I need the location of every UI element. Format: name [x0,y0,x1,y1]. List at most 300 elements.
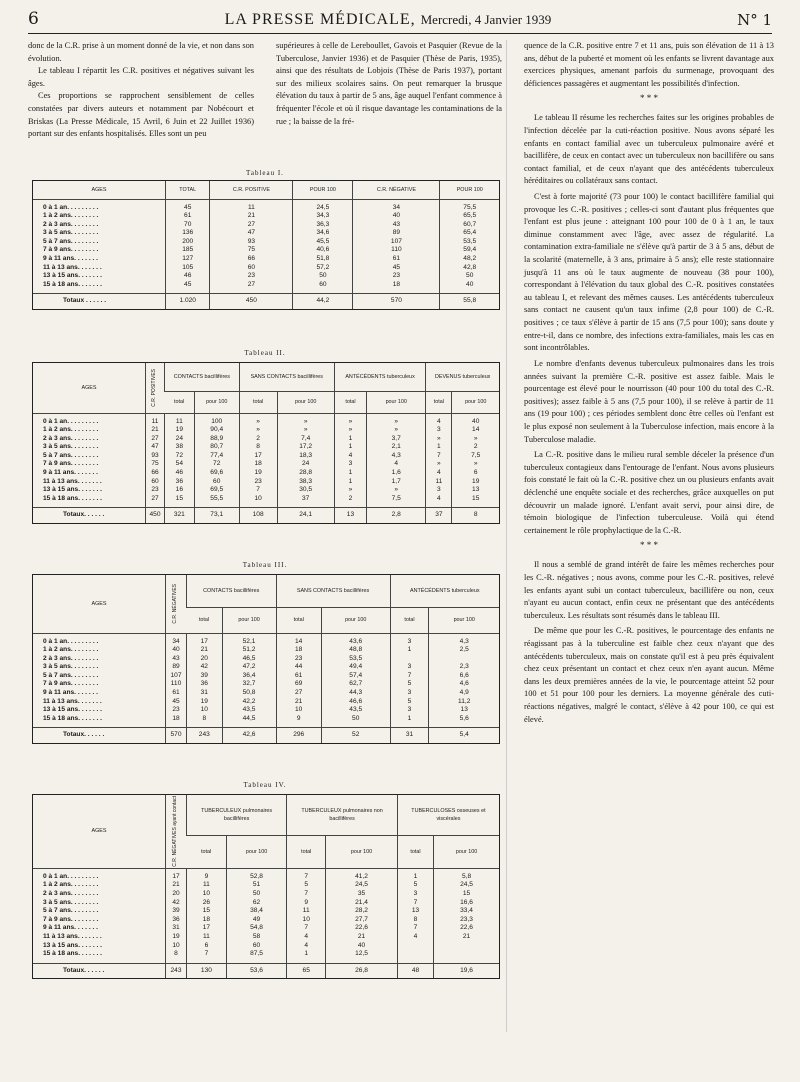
value-cell: 4 [287,933,326,942]
value-cell: 36,3 [293,221,353,230]
value-cell [429,655,499,664]
value-cell: 1 [390,715,429,728]
group-header: TUBERCULEUX pulmonaires bacillifères [187,795,287,835]
value-cell: 50 [293,272,353,281]
total-cell: 48 [397,963,433,978]
value-cell: 55,5 [194,495,239,508]
value-cell: 61 [276,672,321,681]
total-cell: 55,8 [440,294,499,309]
value-cell: 110 [166,680,187,689]
value-cell: 23 [210,272,293,281]
table-1-body [33,199,499,309]
value-cell: 6 [187,942,227,951]
value-cell: 11 [426,478,452,487]
sub-header: total [397,835,433,868]
col-header [166,795,187,868]
total-cell: 37 [426,508,452,523]
table-3-body [33,633,499,743]
table-row [33,478,499,487]
value-cell: 19 [452,478,499,487]
table-row [33,663,499,672]
value-cell: 69,5 [194,486,239,495]
value-cell: 1 [334,478,366,487]
value-cell: 1,7 [367,478,426,487]
age-cell: 13 à 15 ans. . . . . . . [43,706,103,714]
total-cell: 570 [353,294,440,309]
value-cell: 1 [390,646,429,655]
age-cell: 11 à 13 ans. . . . . . . [43,477,102,485]
value-cell: 72 [194,460,239,469]
group-header: ANTÉCÉDENTS tuberculeux [390,575,499,607]
issue-number: N° 1 [737,11,772,29]
age-cell: 7 à 9 ans. . . . . . . . [43,246,99,254]
total-cell: 130 [187,963,227,978]
value-cell: 43 [166,655,187,664]
value-cell: 89 [166,663,187,672]
col-header: POUR 100 [293,181,353,199]
sub-header: pour 100 [367,391,426,413]
value-cell: 1 [397,868,433,881]
table-row [33,495,499,508]
value-cell: 69,6 [194,469,239,478]
value-cell: 23 [276,655,321,664]
value-cell: 93 [146,452,165,461]
value-cell: » [277,426,334,435]
value-cell: 4 [426,495,452,508]
totals-row [33,728,499,743]
total-cell: 450 [210,294,293,309]
sub-header: pour 100 [452,391,499,413]
intro-column-b [276,40,502,128]
section-separator: * * * [640,93,658,104]
value-cell: 43,6 [321,633,390,646]
value-cell: » [452,460,499,469]
value-cell: 23 [353,272,440,281]
age-cell: 5 à 7 ans. . . . . . . . [43,671,99,679]
table-row [33,264,499,273]
age-cell: 0 à 1 an. . . . . . . . . [43,417,99,425]
value-cell: 89 [353,229,440,238]
value-cell: 7 [397,924,433,933]
value-cell: 61 [166,212,210,221]
value-cell: 72 [165,452,195,461]
total-cell: 5,4 [429,728,499,743]
value-cell [434,942,499,951]
sub-header: pour 100 [194,391,239,413]
age-cell: 3 à 5 ans. . . . . . . . [43,443,99,451]
value-cell: 24,5 [326,881,398,890]
total-cell: 450 [146,508,165,523]
value-cell: 61 [166,689,187,698]
value-cell: 43 [353,221,440,230]
value-cell: 4 [334,452,366,461]
table-row [33,460,499,469]
value-cell: 3 [426,486,452,495]
value-cell: 2,3 [429,663,499,672]
value-cell: 21 [276,698,321,707]
value-cell: 24 [165,435,195,444]
table-row [33,246,499,255]
value-cell: 4 [367,460,426,469]
value-cell: 7 [287,924,326,933]
value-cell: 100 [194,413,239,426]
value-cell: 45 [166,199,210,212]
value-cell: 5,6 [429,715,499,728]
value-cell: 13 [452,486,499,495]
value-cell: 52,8 [226,868,286,881]
value-cell: 36 [166,916,187,925]
value-cell: 44,5 [222,715,276,728]
table-row [33,255,499,264]
age-cell: 0 à 1 an. . . . . . . . . [43,637,99,645]
paragraph: donc de la C.R. prise à un moment donné de la vie, et non dans son évolution. [28,41,254,63]
table-row [33,924,499,933]
age-cell: 1 à 2 ans. . . . . . . . [43,646,99,654]
age-cell: 1 à 2 ans. . . . . . . . [43,426,99,434]
value-cell: 4 [426,469,452,478]
value-cell: 66 [146,469,165,478]
table-row [33,486,499,495]
value-cell: 4,6 [429,680,499,689]
value-cell: 90,4 [194,426,239,435]
intro-column-a [28,40,254,141]
value-cell: 80,7 [194,443,239,452]
value-cell: 46 [166,272,210,281]
value-cell: 36 [187,680,223,689]
value-cell [397,942,433,951]
value-cell: » [239,413,277,426]
value-cell: 45,5 [293,238,353,247]
value-cell: 21 [326,933,398,942]
value-cell: 50 [226,890,286,899]
value-cell: 14 [276,633,321,646]
value-cell: 54,8 [226,924,286,933]
value-cell: 18,3 [277,452,334,461]
value-cell: 105 [166,264,210,273]
table-row [33,942,499,951]
cr-negatives-contact-label: C.R. NÉGATIVES ayant contact [172,796,179,867]
value-cell: 23,3 [434,916,499,925]
cr-positives-label: C.R. POSITIVES [151,368,158,407]
paragraph: La C.-R. positive dans le milieu rural semble déceler la présence d'un tuberculeux contagieux dans l'entourage de l'enfant. Nous avons plusieurs fois constaté le fait où la C.-R. positive chez un ou plusieurs enfants avait déclenché une enquête sociale et des recherches, grâce auxquelles on put découvrir un malade ignoré. L'enfant avait servi, pour ainsi dire, de témoin biologique de l'infection tuberculeuse. Voilà qui étend certainement le rôle prophylactique de la C.-R. [524,450,774,535]
value-cell: 42 [187,663,223,672]
table-row [33,426,499,435]
value-cell: 20 [166,890,187,899]
table-row [33,238,499,247]
table-2-body [33,413,499,523]
value-cell: 33,4 [434,907,499,916]
value-cell: 7 [426,452,452,461]
value-cell: 7 [239,486,277,495]
value-cell: 10 [239,495,277,508]
table-row [33,868,499,881]
value-cell: 185 [166,246,210,255]
sub-header: pour 100 [429,607,499,633]
table-row [33,655,499,664]
value-cell: 5 [287,881,326,890]
sub-header: total [187,607,223,633]
age-cell: 9 à 11 ans. . . . . . . [43,255,98,263]
value-cell: 7,5 [367,495,426,508]
value-cell: 51,2 [222,646,276,655]
value-cell: 3 [397,890,433,899]
value-cell: 87,5 [226,950,286,963]
section-separator: * * * [640,540,658,551]
total-cell: 19,6 [434,963,499,978]
value-cell: 4,9 [429,689,499,698]
total-cell: 243 [166,963,187,978]
column-rule [506,40,507,1032]
value-cell: 37 [277,495,334,508]
value-cell: » [367,413,426,426]
sub-header: pour 100 [321,607,390,633]
sub-header: pour 100 [434,835,499,868]
col-header: POUR 100 [440,181,499,199]
value-cell: 30,5 [277,486,334,495]
value-cell: 7,4 [277,435,334,444]
value-cell: 60 [146,478,165,487]
value-cell: 18 [276,646,321,655]
value-cell: 7,5 [452,452,499,461]
paragraph: Le tableau II résume les recherches faites sur les origines probables de l'infection décelée par la cuti-réaction positive. Nous avons séparé les enfants en contact familial avec un tuberculeux pulmonaire avéré et bacillifère, de ceux en contact avec un tuberculeux non bacillifère ou sans contact familial, et de ceux n'ayant que des antécédents tuberculeux héréditaires ou collatéraux sans contact. [524,113,774,186]
col-header: C.R. POSITIVE [210,181,293,199]
table-1-caption: Tableau I. [246,169,284,177]
value-cell: 4 [287,942,326,951]
age-cell: 1 à 2 ans. . . . . . . . [43,881,99,889]
table-row [33,907,499,916]
value-cell: 17 [239,452,277,461]
value-cell: 21 [146,426,165,435]
total-cell: 42,6 [222,728,276,743]
value-cell: 60 [226,942,286,951]
paragraph: supérieures à celle de Lereboullet, Gavois et Pasquier (Revue de la Tuberculose, Janvier 1936) et de Pasquier (Thèse de Paris, 1935), ainsi que des résultats de Lobjois (Thèse de Paris 1937), portant sur des milieux scolaires sains. On peut remarquer la brusque élévation du taux à partir de 5 ans, âge auquel l'enfant commence à fréquenter l'école et où il risque davantage les contaminations de la rue ; la baisse de la fré- [276,41,502,126]
total-cell: 1.020 [166,294,210,309]
value-cell: 39 [166,907,187,916]
value-cell: 107 [166,672,187,681]
value-cell: 62 [226,899,286,908]
age-cell: 7 à 9 ans. . . . . . . . [43,915,99,923]
table-3-grid [33,575,499,743]
value-cell: 45 [166,698,187,707]
value-cell: 39 [187,672,223,681]
value-cell: 40,6 [293,246,353,255]
value-cell: 41,2 [326,868,398,881]
age-cell: 1 à 2 ans. . . . . . . . [43,212,99,220]
age-cell: 3 à 5 ans. . . . . . . . [43,229,99,237]
sub-header: total [426,391,452,413]
table-2-caption: Tableau II. [244,349,286,357]
value-cell: 3 [390,663,429,672]
value-cell: 75 [146,460,165,469]
total-cell: 73,1 [194,508,239,523]
value-cell: 19 [239,469,277,478]
value-cell: 44 [276,663,321,672]
value-cell: 8 [397,916,433,925]
value-cell: 60 [210,264,293,273]
value-cell: 21 [210,212,293,221]
value-cell: 31 [187,689,223,698]
sub-header: pour 100 [277,391,334,413]
table-1 [32,180,500,310]
total-cell: 243 [187,728,223,743]
value-cell: 3 [390,633,429,646]
table-row [33,715,499,728]
value-cell: 8 [239,443,277,452]
age-cell: 5 à 7 ans. . . . . . . . [43,451,99,459]
table-1-grid [33,181,499,309]
age-cell: 11 à 13 ans. . . . . . . [43,932,102,940]
value-cell: 136 [166,229,210,238]
table-row [33,633,499,646]
value-cell: 69 [276,680,321,689]
value-cell: 12,5 [326,950,398,963]
value-cell: » [367,486,426,495]
value-cell: 51 [226,881,286,890]
age-cell: 0 à 1 an. . . . . . . . . [43,872,99,880]
value-cell: 47 [146,443,165,452]
group-header: TUBERCULOSES osseuses et viscérales [397,795,499,835]
value-cell: 127 [166,255,210,264]
col-header [166,575,187,633]
sub-header: total [165,391,195,413]
value-cell: 9 [276,715,321,728]
value-cell: » [277,413,334,426]
table-row [33,443,499,452]
value-cell: 34,3 [293,212,353,221]
sub-header: total [287,835,326,868]
paragraph: Le nombre d'enfants devenus tuberculeux pulmonaires dans les trois années suivant la première C.-R. positive est assez faible. Mais le pourcentage est élevé pour le nourrisson (40 pour 100 du total des C.-R. positives); assez faible à 5 ans (7,5 pour 100), il se relève à partir de 11 ans (19 pour 100) ; ces périodes semblent donc être celles où l'enfant est le plus exposé non seulement à la Tuberculose infection, mais encore à la Tuberculose maladie. [524,358,774,444]
value-cell: 2 [239,435,277,444]
value-cell: 22,6 [434,924,499,933]
value-cell: 11 [187,933,227,942]
age-cell: 5 à 7 ans. . . . . . . . [43,237,99,245]
value-cell: 17 [166,868,187,881]
value-cell: 16,6 [434,899,499,908]
table-3 [32,574,500,744]
age-cell: 11 à 13 ans. . . . . . . [43,697,102,705]
page-header [28,6,772,34]
value-cell: 2 [334,495,366,508]
value-cell: 10 [187,706,223,715]
value-cell: 3 [390,706,429,715]
value-cell: 1 [334,443,366,452]
value-cell: 13 [397,907,433,916]
age-cell: 3 à 5 ans. . . . . . . . [43,663,99,671]
value-cell: 51,8 [293,255,353,264]
value-cell: 16 [165,486,195,495]
value-cell: 47,2 [222,663,276,672]
value-cell: 11 [165,413,195,426]
total-cell: 31 [390,728,429,743]
paragraph: C'est à forte majorité (73 pour 100) le contact bacillifère familial qui provoque les C.-R. positives ; celles-ci sont d'autant plus fréquentes que l'enfant est plus jeune : atteignant 100 pour 100 de 0 à 1 an, le taux diminue constamment avec l'âge, avec assez de régularité. La contamination extra-familiale ne s'élève qu'à partir de 3 à 5 ans, début de la scolarité (maternelle, à 3 ans, primaire à 5 ans); elle reste stationnaire jusqu'à 11 ans où le taux augmente de nouveau (38 pour 100), correspondant à l'élévation du taux global des C.-R. positives constatées au tableau I, et relevant des mêmes causes. Les antécédents tuberculeux sans contact ne causent qu'un taux infime (2,8 pour 100) de C.-R. positives ; ce taux s'élève à partir de 15 ans (7,5 pour 100); sans doute y entre-t-il, dans ce nombre, des infections extra-familiales, mais les cas en sont incontrôlables. [524,191,774,353]
table-row [33,899,499,908]
value-cell: 7 [187,950,227,963]
value-cell: 11 [187,881,227,890]
value-cell: 18 [187,916,227,925]
value-cell: 40 [452,413,499,426]
value-cell: 46,5 [222,655,276,664]
value-cell: 1 [287,950,326,963]
value-cell: 50,8 [222,689,276,698]
total-cell: 65 [287,963,326,978]
value-cell: 2 [452,443,499,452]
value-cell: 13 [429,706,499,715]
value-cell: 47 [210,229,293,238]
table-row [33,646,499,655]
value-cell: 17 [187,633,223,646]
totals-row [33,294,499,309]
value-cell: 1 [334,469,366,478]
value-cell: 4 [397,933,433,942]
table-row [33,413,499,426]
col-header: AGES [33,795,166,868]
table-row [33,950,499,963]
table-row [33,229,499,238]
value-cell: 18 [353,281,440,294]
value-cell: 66 [210,255,293,264]
value-cell: » [452,435,499,444]
value-cell: 21,4 [326,899,398,908]
table-row [33,916,499,925]
value-cell: 7 [390,672,429,681]
value-cell: » [426,435,452,444]
group-header: DEVENUS tuberculeux [426,363,499,391]
sub-header: total [334,391,366,413]
value-cell: 17 [187,924,227,933]
value-cell: 50 [440,272,499,281]
sub-header: total [239,391,277,413]
value-cell: » [334,426,366,435]
value-cell: 61 [353,255,440,264]
value-cell: 88,9 [194,435,239,444]
value-cell: 48,2 [440,255,499,264]
value-cell: 2,1 [367,443,426,452]
sub-header: pour 100 [326,835,398,868]
value-cell: 42,2 [222,698,276,707]
value-cell: 8 [187,715,223,728]
table-row [33,881,499,890]
table-row [33,933,499,942]
age-cell: 11 à 13 ans. . . . . . . [43,263,102,271]
value-cell: 34 [166,633,187,646]
total-cell: 570 [166,728,187,743]
value-cell: 5 [390,680,429,689]
value-cell [434,950,499,963]
value-cell: 19 [165,426,195,435]
totals-label: Totaux . . . . . . [33,294,166,309]
age-cell: 15 à 18 ans. . . . . . . [43,714,103,722]
value-cell: 75,5 [440,199,499,212]
table-row [33,199,499,212]
publication-title [225,11,552,29]
value-cell: 54 [165,460,195,469]
value-cell: 9 [187,868,227,881]
value-cell: 50 [321,715,390,728]
value-cell: 10 [187,890,227,899]
value-cell: 43,5 [222,706,276,715]
value-cell: 18 [166,715,187,728]
total-cell: 2,8 [367,508,426,523]
age-cell: 7 à 9 ans. . . . . . . . [43,680,99,688]
value-cell: 34,6 [293,229,353,238]
value-cell: 36,4 [222,672,276,681]
table-row [33,221,499,230]
value-cell: 53,5 [440,238,499,247]
age-cell: 13 à 15 ans. . . . . . . [43,941,103,949]
age-cell: 2 à 3 ans. . . . . . . . [43,434,99,442]
value-cell: 6,6 [429,672,499,681]
value-cell: 23 [146,486,165,495]
